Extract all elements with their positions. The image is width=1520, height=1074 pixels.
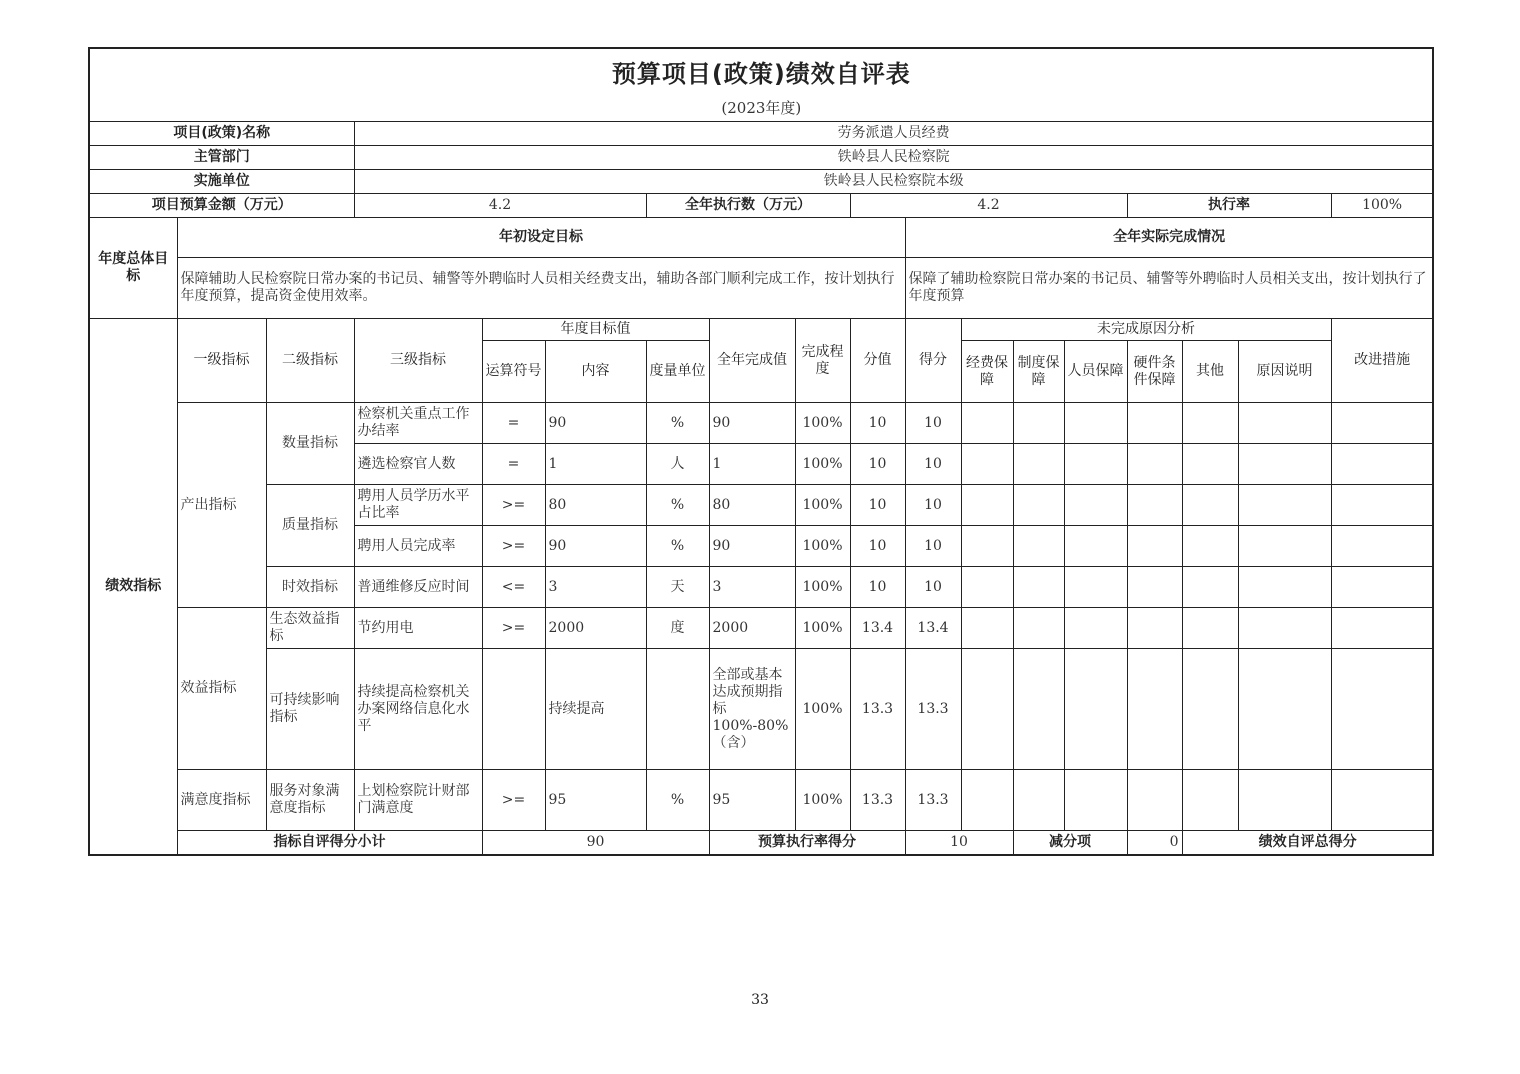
title-block: [89, 48, 1433, 122]
indicator-name: 聘用人员完成率: [354, 526, 482, 567]
header-weight: 分值: [850, 319, 905, 403]
project-name-label: 项目(政策)名称: [89, 122, 354, 146]
subgroup-sustainable: 可持续影响指标: [266, 649, 354, 770]
indicator-degree: 100%: [795, 444, 850, 485]
exec-score-value: 10: [905, 831, 1013, 855]
table-row: [89, 770, 1433, 831]
unit-value: 铁岭县人民检察院本级: [354, 170, 1433, 194]
indicator-weight: 13.3: [850, 770, 905, 831]
indicator-op: <=: [482, 567, 545, 608]
subgroup-quality: 质量指标: [266, 485, 354, 567]
indicator-actual: 80: [709, 485, 795, 526]
indicator-actual: 90: [709, 526, 795, 567]
header-degree: 完成程度: [795, 319, 850, 403]
header-r6: 原因说明: [1238, 341, 1331, 403]
indicator-score: 10: [905, 485, 961, 526]
table-row: [89, 567, 1433, 608]
subtotal-value: 90: [482, 831, 709, 855]
indicator-op: =: [482, 403, 545, 444]
indicator-score: 13.4: [905, 608, 961, 649]
indicator-actual: 90: [709, 403, 795, 444]
indicator-content: 持续提高: [545, 649, 646, 770]
group-benefit: 效益指标: [177, 608, 266, 770]
indicator-weight: 10: [850, 526, 905, 567]
header-r5: 其他: [1182, 341, 1238, 403]
indicator-score: 10: [905, 444, 961, 485]
subtotal-label: 指标自评得分小计: [177, 831, 482, 855]
page-title: 预算项目(政策)绩效自评表: [611, 60, 911, 88]
subgroup-quantity: 数量指标: [266, 403, 354, 485]
indicator-unit: [646, 649, 709, 770]
indicator-name: 节约用电: [354, 608, 482, 649]
page-number: 33: [751, 992, 769, 1008]
rate-value: 100%: [1331, 194, 1433, 218]
deduct-label: 减分项: [1013, 831, 1127, 855]
budget-value: 4.2: [354, 194, 646, 218]
indicator-actual: 3: [709, 567, 795, 608]
goals-label: 年度总体目标: [89, 218, 177, 319]
initial-goal-label: 年初设定目标: [177, 218, 905, 258]
summary-row: [89, 831, 1433, 855]
indicator-score: 10: [905, 403, 961, 444]
indicator-op: >=: [482, 485, 545, 526]
subgroup-timeliness: 时效指标: [266, 567, 354, 608]
indicator-name: 上划检察院计财部门满意度: [354, 770, 482, 831]
indicator-score: 13.3: [905, 649, 961, 770]
header-r1: 经费保障: [961, 341, 1013, 403]
indicator-name: 持续提高检察机关办案网络信息化水平: [354, 649, 482, 770]
rate-label: 执行率: [1127, 194, 1331, 218]
indicator-unit: 天: [646, 567, 709, 608]
indicator-actual: 全部或基本达成预期指标100%-80%（含）: [709, 649, 795, 770]
header-level2: 二级指标: [266, 319, 354, 403]
indicator-score: 13.3: [905, 770, 961, 831]
indicator-score: 10: [905, 526, 961, 567]
indicator-op: >=: [482, 526, 545, 567]
indicator-weight: 13.3: [850, 649, 905, 770]
indicator-name: 普通维修反应时间: [354, 567, 482, 608]
unit-label: 实施单位: [89, 170, 354, 194]
indicator-degree: 100%: [795, 526, 850, 567]
table-row: [89, 403, 1433, 444]
group-output: 产出指标: [177, 403, 266, 608]
executed-value: 4.2: [850, 194, 1127, 218]
initial-goal-text: 保障辅助人民检察院日常办案的书记员、辅警等外聘临时人员相关经费支出，辅助各部门顺利完成工作，按计划执行年度预算，提高资金使用效率。: [177, 258, 905, 319]
table-row: [89, 649, 1433, 770]
indicator-weight: 10: [850, 567, 905, 608]
indicator-content: 95: [545, 770, 646, 831]
indicator-weight: 13.4: [850, 608, 905, 649]
indicator-content: 90: [545, 526, 646, 567]
budget-label: 项目预算金额（万元）: [89, 194, 354, 218]
executed-label: 全年执行数（万元）: [646, 194, 850, 218]
indicator-unit: %: [646, 485, 709, 526]
actual-goal-label: 全年实际完成情况: [905, 218, 1433, 258]
indicators-label: 绩效指标: [89, 319, 177, 855]
header-content: 内容: [545, 341, 646, 403]
group-satisfaction: 满意度指标: [177, 770, 266, 831]
indicator-unit: 度: [646, 608, 709, 649]
indicator-degree: 100%: [795, 770, 850, 831]
total-label: 绩效自评总得分: [1182, 831, 1433, 855]
table-row: [89, 485, 1433, 526]
header-improve: 改进措施: [1331, 319, 1433, 403]
fiscal-year: (2023年度): [721, 99, 802, 117]
indicator-name: 检察机关重点工作办结率: [354, 403, 482, 444]
indicator-op: >=: [482, 770, 545, 831]
header-unit: 度量单位: [646, 341, 709, 403]
dept-label: 主管部门: [89, 146, 354, 170]
indicator-op: =: [482, 444, 545, 485]
self-evaluation-table: [88, 47, 1434, 856]
indicator-weight: 10: [850, 444, 905, 485]
header-target-group: 年度目标值: [482, 319, 709, 341]
indicator-content: 3: [545, 567, 646, 608]
indicator-degree: 100%: [795, 608, 850, 649]
indicator-unit: %: [646, 770, 709, 831]
indicator-unit: %: [646, 526, 709, 567]
actual-goal-text: 保障了辅助检察院日常办案的书记员、辅警等外聘临时人员相关支出，按计划执行了年度预算: [905, 258, 1433, 319]
indicator-score: 10: [905, 567, 961, 608]
indicator-name: 聘用人员学历水平占比率: [354, 485, 482, 526]
table-row: [89, 608, 1433, 649]
indicator-content: 2000: [545, 608, 646, 649]
indicator-actual: 2000: [709, 608, 795, 649]
subgroup-ecology: 生态效益指标: [266, 608, 354, 649]
deduct-value: 0: [1127, 831, 1182, 855]
indicator-degree: 100%: [795, 403, 850, 444]
exec-score-label: 预算执行率得分: [709, 831, 905, 855]
header-score: 得分: [905, 319, 961, 403]
header-r4: 硬件条件保障: [1127, 341, 1182, 403]
indicator-content: 90: [545, 403, 646, 444]
header-level3: 三级指标: [354, 319, 482, 403]
indicator-op: [482, 649, 545, 770]
indicator-unit: 人: [646, 444, 709, 485]
indicator-name: 遴选检察官人数: [354, 444, 482, 485]
indicator-actual: 95: [709, 770, 795, 831]
subgroup-service: 服务对象满意度指标: [266, 770, 354, 831]
indicator-weight: 10: [850, 403, 905, 444]
header-level1: 一级指标: [177, 319, 266, 403]
indicator-weight: 10: [850, 485, 905, 526]
indicator-content: 80: [545, 485, 646, 526]
header-op: 运算符号: [482, 341, 545, 403]
header-r3: 人员保障: [1064, 341, 1127, 403]
indicator-degree: 100%: [795, 649, 850, 770]
header-reason-group: 未完成原因分析: [961, 319, 1331, 341]
indicator-degree: 100%: [795, 485, 850, 526]
project-name: 劳务派遣人员经费: [354, 122, 1433, 146]
header-r2: 制度保障: [1013, 341, 1064, 403]
indicator-actual: 1: [709, 444, 795, 485]
indicator-op: >=: [482, 608, 545, 649]
indicator-unit: %: [646, 403, 709, 444]
indicator-degree: 100%: [795, 567, 850, 608]
indicator-content: 1: [545, 444, 646, 485]
header-actual: 全年完成值: [709, 319, 795, 403]
dept-value: 铁岭县人民检察院: [354, 146, 1433, 170]
